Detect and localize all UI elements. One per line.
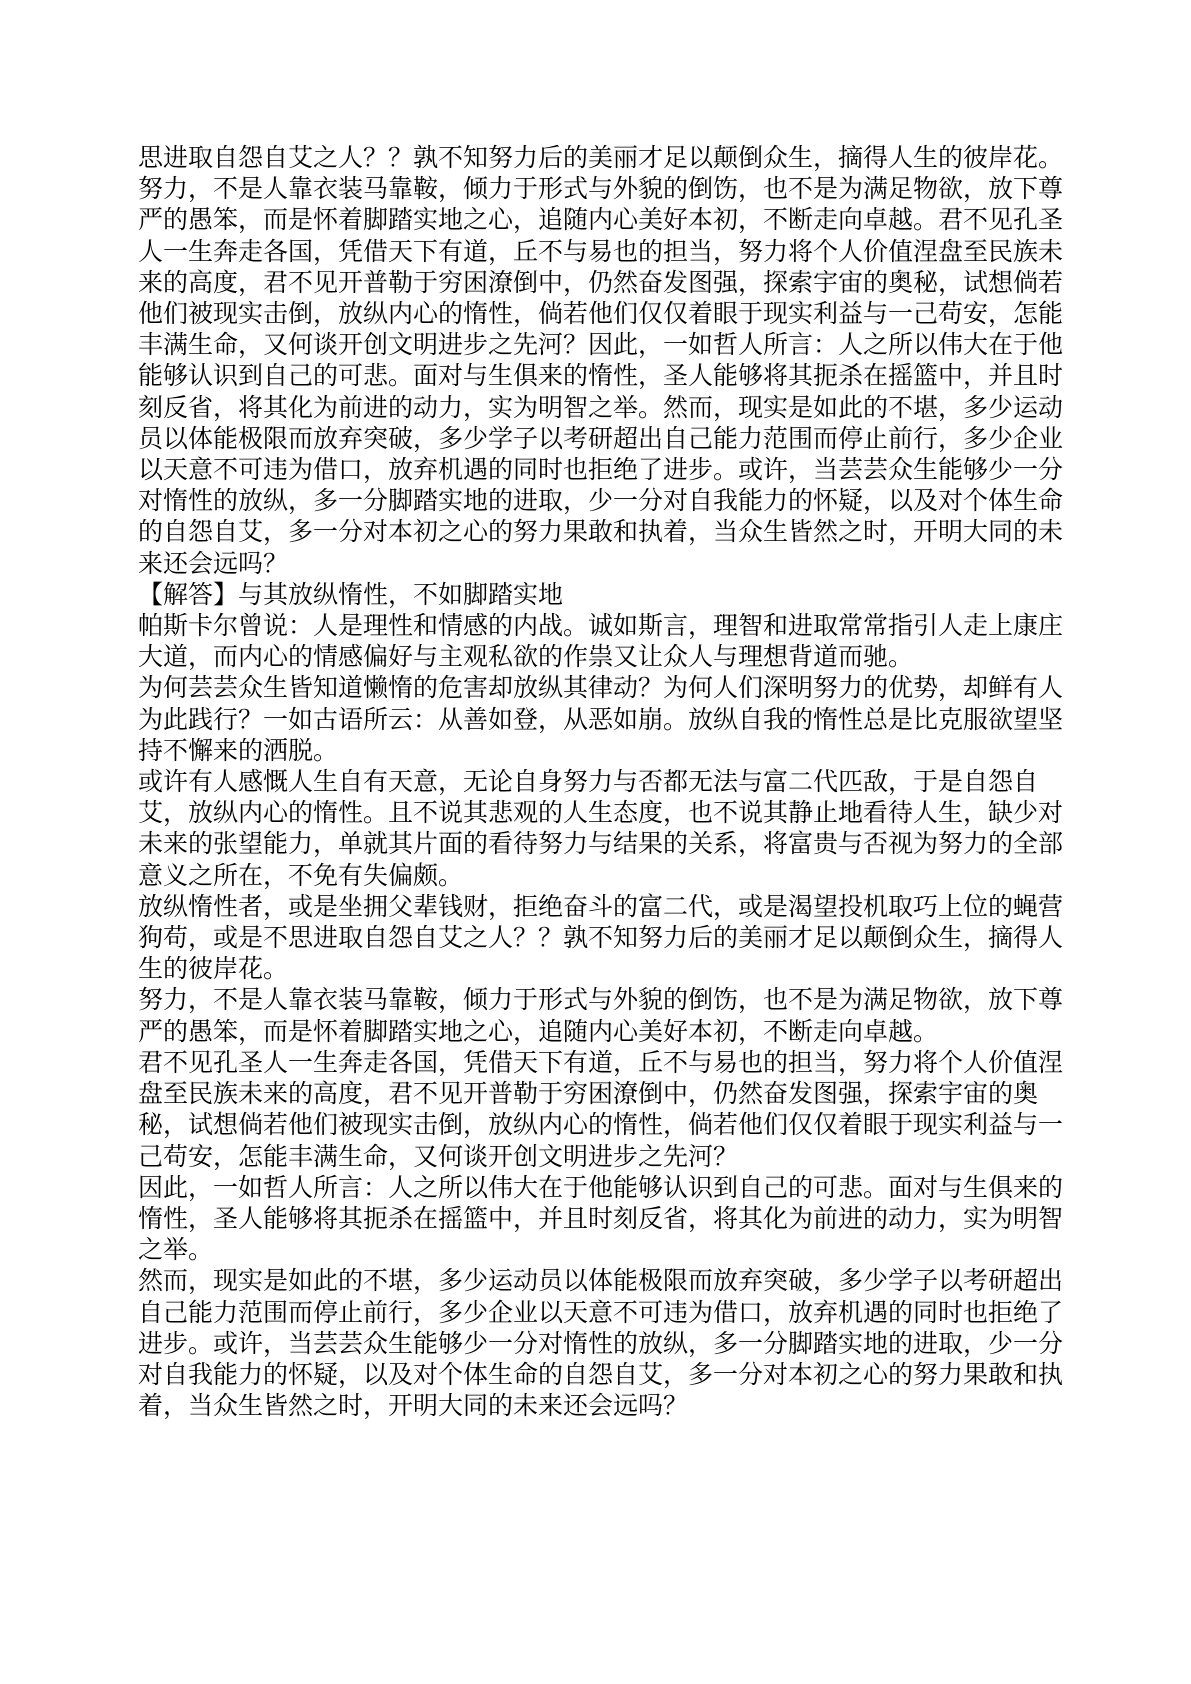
paragraph-conclusion xyxy=(138,1266,1078,1422)
text-line: 对惰性的放纵，多一分脚踏实地的进取，少一分对自我能力的怀疑，以及对个体生命 xyxy=(138,488,1064,516)
text-block xyxy=(138,143,1078,1422)
text-line: 思进取自怨自艾之人？？孰不知努力后的美丽才足以颠倒众生，摘得人生的彼岸花。 xyxy=(138,145,1064,172)
text-line: 因此，一如哲人所言：人之所以伟大在于他能够认识到自己的可悲。面对与生俱来的 xyxy=(138,1174,1064,1202)
text-line: 君不见孔圣人一生奔走各国，凭借天下有道，丘不与易也的担当，努力将个人价值涅 xyxy=(138,1049,1064,1077)
text-line: 严的愚笨，而是怀着脚踏实地之心，追随内心美好本初，不断走向卓越。君不见孔圣 xyxy=(138,207,1064,235)
paragraph-effort xyxy=(138,985,1078,1047)
text-line: 惰性，圣人能够将其扼杀在摇篮中，并且时刻反省，将其化为前进的动力，实为明智 xyxy=(138,1205,1064,1233)
paragraph-examples xyxy=(138,1048,1078,1173)
paragraph-answer-heading xyxy=(138,580,1078,611)
text-line: 为何芸芸众生皆知道懒惰的危害却放纵其律动？为何人们深明努力的优势，却鲜有人 xyxy=(138,675,1064,703)
text-line: 以天意不可违为借口，放弃机遇的同时也拒绝了进步。或许，当芸芸众生能够少一分 xyxy=(138,457,1064,485)
text-line: 他们被现实击倒，放纵内心的惰性，倘若他们仅仅着眼于现实利益与一己苟安，怎能 xyxy=(138,301,1064,329)
text-line: 大道，而内心的情感偏好与主观私欲的作祟又让众人与理想背道而驰。 xyxy=(138,644,914,672)
text-line: 努力，不是人靠衣装马靠鞍，倾力于形式与外貌的倒饬，也不是为满足物欲，放下尊 xyxy=(138,176,1064,204)
answer-heading-line: 【解答】与其放纵惰性，不如脚踏实地 xyxy=(138,581,564,609)
text-line: 着，当众生皆然之时，开明大同的未来还会远吗？ xyxy=(138,1393,689,1421)
text-line: 盘至民族未来的高度，君不见开普勒于穷困潦倒中，仍然奋发图强，探索宇宙的奥 xyxy=(138,1081,1039,1109)
text-line: 自己能力范围而停止前行，多少企业以天意不可违为借口，放弃机遇的同时也拒绝了 xyxy=(138,1299,1064,1327)
text-line: 进步。或许，当芸芸众生能够少一分对惰性的放纵，多一分脚踏实地的进取，少一分 xyxy=(138,1330,1064,1358)
text-line: 然而，现实是如此的不堪，多少运动员以体能极限而放弃突破，多少学子以考研超出 xyxy=(138,1268,1064,1296)
text-line: 能够认识到自己的可悲。面对与生俱来的惰性，圣人能够将其扼杀在摇篮中，并且时 xyxy=(138,363,1064,391)
text-line: 未来的张望能力，单就其片面的看待努力与结果的关系，将富贵与否视为努力的全部 xyxy=(138,831,1064,859)
text-line: 之举。 xyxy=(138,1237,214,1265)
text-line: 秘，试想倘若他们被现实击倒，放纵内心的惰性，倘若他们仅仅着眼于现实利益与一 xyxy=(138,1112,1064,1140)
text-line: 生的彼岸花。 xyxy=(138,956,289,984)
text-line: 努力，不是人靠衣装马靠鞍，倾力于形式与外貌的倒饬，也不是为满足物欲，放下尊 xyxy=(138,987,1064,1015)
text-line: 的自怨自艾，多一分对本初之心的努力果敢和执着，当众生皆然之时，开明大同的未 xyxy=(138,519,1064,547)
text-line: 己苟安，怎能丰满生命，又何谈开创文明进步之先河？ xyxy=(138,1143,739,1171)
text-line: 持不懈来的洒脱。 xyxy=(138,737,339,765)
text-line: 来的高度，君不见开普勒于穷困潦倒中，仍然奋发图强，探索宇宙的奥秘，试想倘若 xyxy=(138,269,1064,297)
paragraph-intro xyxy=(138,611,1078,673)
text-line: 员以体能极限而放弃突破，多少学子以考研超出自己能力范围而停止前行，多少企业 xyxy=(138,425,1064,453)
text-line: 严的愚笨，而是怀着脚踏实地之心，追随内心美好本初，不断走向卓越。 xyxy=(138,1018,939,1046)
paragraph-philosopher xyxy=(138,1173,1078,1267)
text-line: 为此践行？一如古语所云：从善如登，从恶如崩。放纵自我的惰性总是比克服欲望坚 xyxy=(138,706,1064,734)
paragraph-question xyxy=(138,673,1078,767)
text-line: 丰满生命，又何谈开创文明进步之先河？因此，一如哲人所言：人之所以伟大在于他 xyxy=(138,332,1064,360)
text-line: 人一生奔走各国，凭借天下有道，丘不与易也的担当，努力将个人价值涅盘至民族未 xyxy=(138,238,1064,266)
text-line: 来还会远吗？ xyxy=(138,550,289,578)
text-line: 放纵惰性者，或是坐拥父辈钱财，拒绝奋斗的富二代，或是渴望投机取巧上位的蝇营 xyxy=(138,893,1064,921)
text-line: 狗苟，或是不思进取自怨自艾之人？？孰不知努力后的美丽才足以颠倒众生，摘得人 xyxy=(138,925,1064,953)
text-line: 意义之所在，不免有失偏颇。 xyxy=(138,862,464,890)
paragraph-essay-continuation xyxy=(138,143,1078,580)
paragraph-indulgers xyxy=(138,892,1078,986)
paragraph-fatalism xyxy=(138,767,1078,892)
text-line: 对自我能力的怀疑，以及对个体生命的自怨自艾，多一分对本初之心的努力果敢和执 xyxy=(138,1361,1064,1389)
text-line: 艾，放纵内心的惰性。且不说其悲观的人生态度，也不说其静止地看待人生，缺少对 xyxy=(138,800,1064,828)
text-line: 刻反省，将其化为前进的动力，实为明智之举。然而，现实是如此的不堪，多少运动 xyxy=(138,394,1064,422)
text-line: 或许有人感慨人生自有天意，无论自身努力与否都无法与富二代匹敌，于是自怨自 xyxy=(138,769,1039,797)
text-line: 帕斯卡尔曾说：人是理性和情感的内战。诚如斯言，理智和进取常常指引人走上康庄 xyxy=(138,613,1064,641)
